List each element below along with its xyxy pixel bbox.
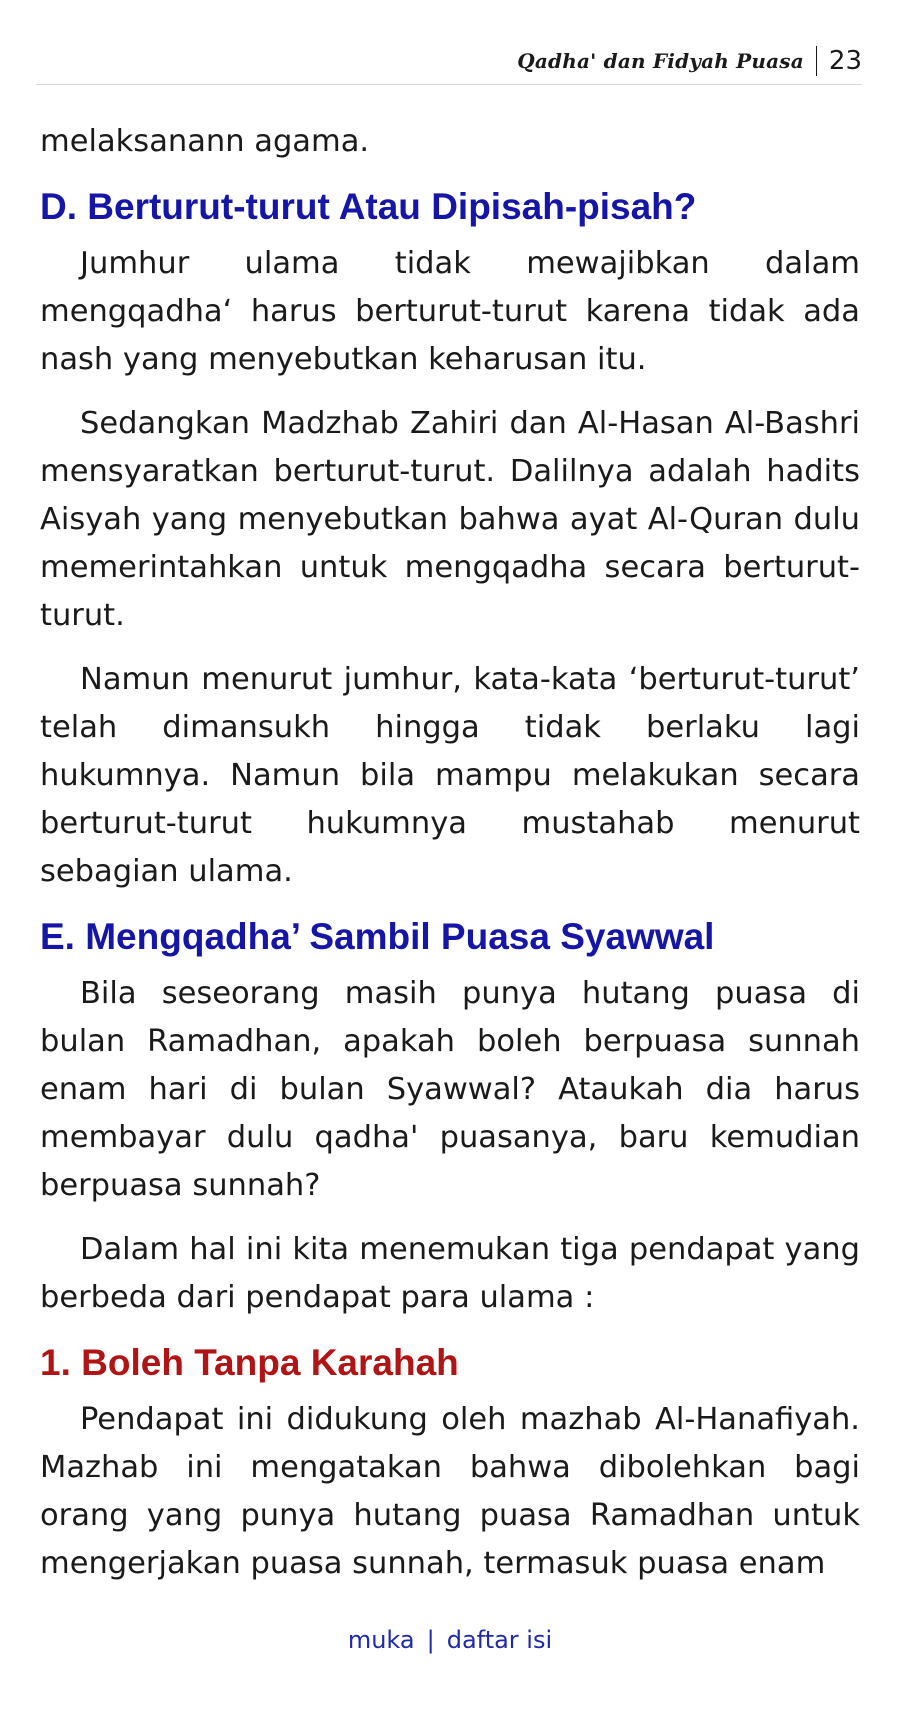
footer-navigation [0,1626,900,1654]
section-e-paragraph-1: Bila seseorang masih punya hutang puasa di bulan Ramadhan, apakah boleh berpuasa sunnah enam hari di bulan Syawwal? Ataukah dia harus membayar dulu qadha' puasanya, baru kemudian berpuasa sunnah? [40,976,860,1203]
section-d-paragraph-3: Namun menurut jumhur, kata-kata ‘berturut-turut’ telah dimansukh hingga tidak berlaku lagi hukumnya. Namun bila mampu melakukan secara berturut-turut hukumnya mustahab menurut sebagian ulama. [40,662,860,889]
section-e-paragraph-2: Dalam hal ini kita menemukan tiga pendapat yang berbeda dari pendapat para ulama : [40,1232,860,1315]
intro-continuation: melaksanann agama. [40,124,370,159]
subsection-1-paragraph-1: Pendapat ini didukung oleh mazhab Al-Hanafiyah. Mazhab ini mengatakan bahwa dibolehkan bagi orang yang punya hutang puasa Ramadhan untuk mengerjakan puasa sunnah, termasuk puasa enam [40,1402,860,1581]
subsection-heading-1: 1. Boleh Tanpa Karahah [40,1342,459,1383]
page-content [40,118,860,1588]
section-d-paragraph-1: Jumhur ulama tidak mewajibkan dalam mengqadha‘ harus berturut-turut karena tidak ada nash yang menyebutkan keharusan itu. [40,246,860,377]
footer-separator: | [426,1626,435,1654]
section-heading-d: D. Berturut-turut Atau Dipisah-pisah? [40,186,697,227]
page-number: 23 [828,46,862,76]
section-heading-e: E. Mengqadha’ Sambil Puasa Syawwal [40,916,715,957]
header-divider [816,46,817,76]
section-d-paragraph-2: Sedangkan Madzhab Zahiri dan Al-Hasan Al-Bashri mensyaratkan berturut-turut. Dalilnya adalah hadits Aisyah yang menyebutkan bahwa ayat Al-Quran dulu memerintahkan untuk mengqadha secara berturut-turut. [40,406,860,633]
table-of-contents-link[interactable]: daftar isi [446,1626,553,1654]
home-link[interactable]: muka [347,1626,415,1654]
running-title: Qadha' dan Fidyah Puasa [517,49,804,73]
page-header [36,38,862,85]
